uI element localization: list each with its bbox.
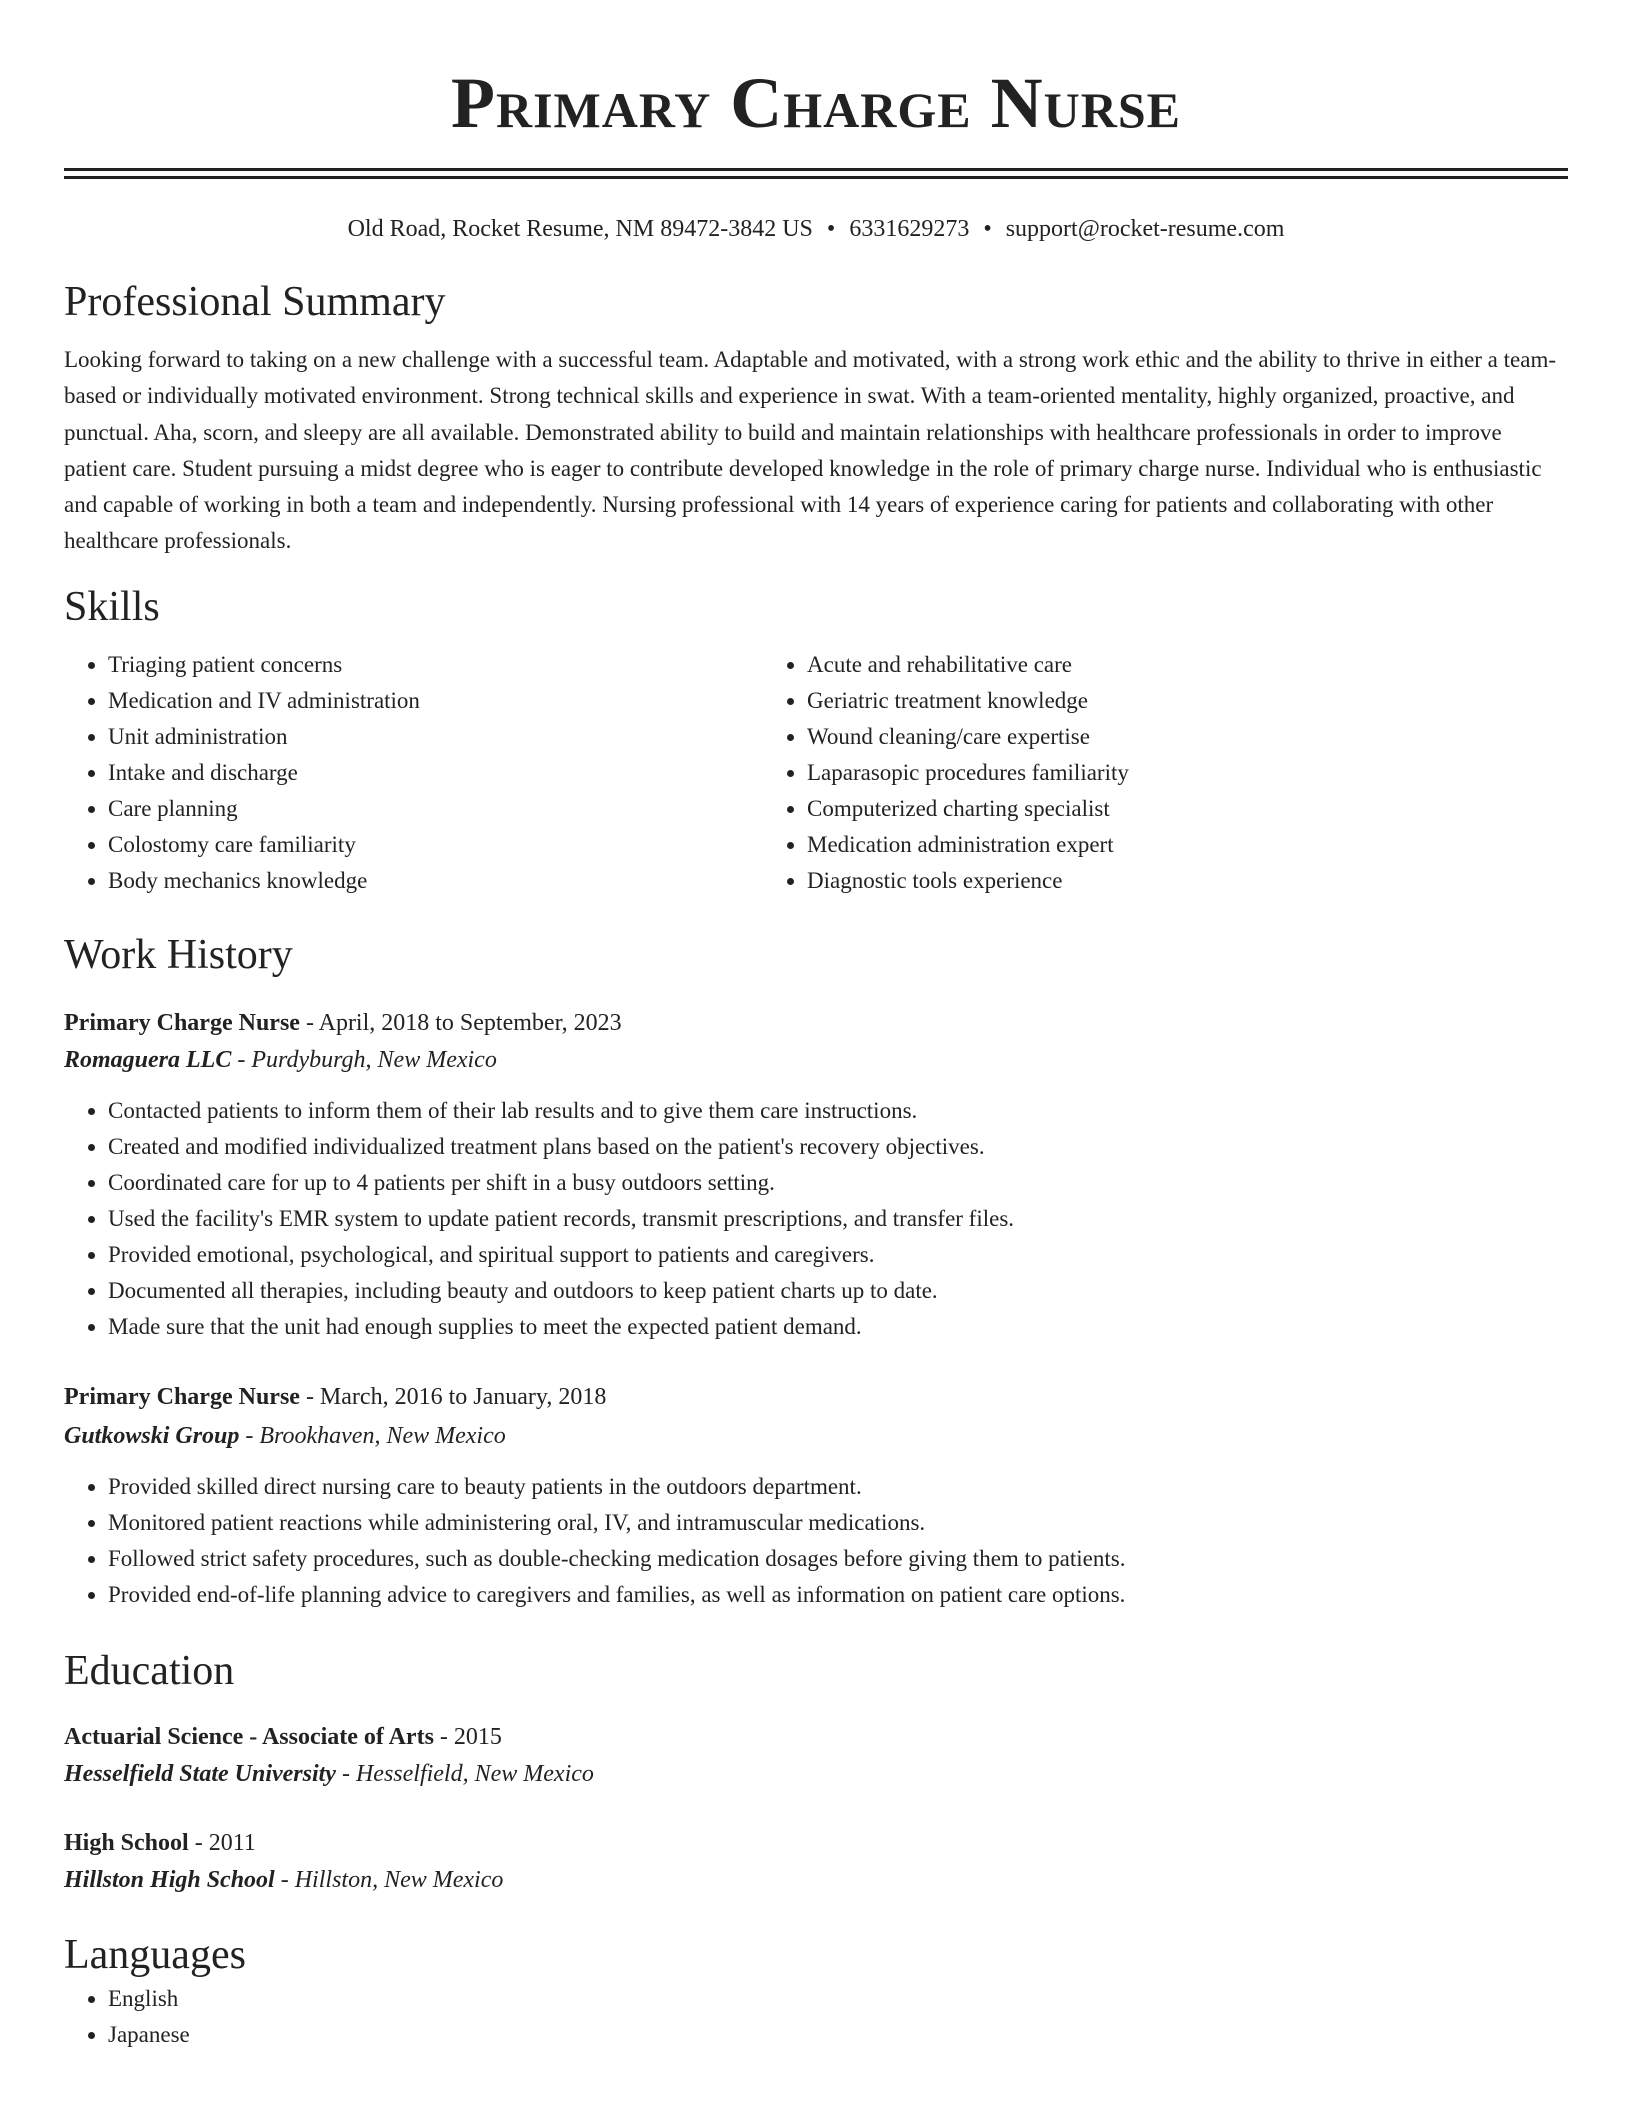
job-location: - Brookhaven, New Mexico bbox=[239, 1422, 506, 1449]
job-entry bbox=[64, 1005, 1568, 1345]
education-location: - Hesselfield, New Mexico bbox=[335, 1760, 594, 1787]
summary-text: Looking forward to taking on a new challenge with a successful team. Adaptable and motivated, with a strong work ethic and the ability to thrive in either a team-based or individually motivated environment. Strong technical skills and experience in swat. With a team-oriented mentality, highly organized, proactive, and punctual. Aha, scorn, and sleepy are all available. Demonstrated ability to build and maintain relationships with healthcare professionals in order to improve patient care. Student pursuing a midst degree who is eager to contribute developed knowledge in the role of primary charge nurse. Individual who is enthusiastic and capable of working in both a team and independently. Nursing professional with 14 years of experience caring for patients and collaborating with other healthcare professionals. bbox=[64, 347, 1557, 554]
job-duties bbox=[64, 1093, 1568, 1345]
contact-separator: • bbox=[983, 216, 992, 242]
skill-item: • Wound cleaning/care expertise bbox=[807, 719, 1568, 755]
job-entry bbox=[64, 1379, 1568, 1613]
education-entry bbox=[64, 1719, 1568, 1793]
job-duty-item: • Documented all therapies, including beauty and outdoors to keep patient charts up to date. bbox=[108, 1273, 1568, 1309]
job-duty-item: • Used the facility's EMR system to update patient records, transmit prescriptions, and transfer files. bbox=[108, 1201, 1568, 1237]
job-duty-item: • Provided emotional, psychological, and spiritual support to patients and caregivers. bbox=[108, 1237, 1568, 1273]
language-item: • Japanese bbox=[108, 2017, 1568, 2053]
education-school-line bbox=[64, 1755, 1568, 1793]
job-duty-item: • Contacted patients to inform them of their lab results and to give them care instructions. bbox=[108, 1093, 1568, 1129]
skill-item: • Intake and discharge bbox=[108, 755, 763, 791]
education-degree-line bbox=[64, 1825, 1568, 1861]
resume-name: Primary Charge Nurse bbox=[450, 63, 1182, 143]
education-degree-line bbox=[64, 1719, 1568, 1755]
section-heading-languages: Languages bbox=[64, 1931, 246, 1978]
skill-item: • Triaging patient concerns bbox=[108, 647, 763, 683]
job-company-line bbox=[64, 1415, 1568, 1457]
job-company-line bbox=[64, 1041, 1568, 1079]
languages-list bbox=[64, 1981, 1568, 2053]
job-dates: - March, 2016 to January, 2018 bbox=[299, 1383, 607, 1410]
job-duty-item: • Provided skilled direct nursing care to beauty patients in the outdoors department. bbox=[108, 1469, 1568, 1505]
education-school: Hillston High School bbox=[64, 1866, 275, 1893]
contact-line bbox=[64, 213, 1568, 245]
education-year: - 2011 bbox=[188, 1829, 256, 1856]
education-school: Hesselfield State University bbox=[64, 1760, 336, 1787]
job-duty-item: • Monitored patient reactions while administering oral, IV, and intramuscular medications. bbox=[108, 1505, 1568, 1541]
skill-item: • Medication and IV administration bbox=[108, 683, 763, 719]
contact-phone: 6331629273 bbox=[849, 216, 970, 242]
education-entry bbox=[64, 1825, 1568, 1899]
skill-item: • Care planning bbox=[108, 791, 763, 827]
skills-list bbox=[64, 647, 1568, 899]
resume-page bbox=[64, 0, 1568, 2053]
skill-item: • Geriatric treatment knowledge bbox=[807, 683, 1568, 719]
job-title: Primary Charge Nurse bbox=[64, 1009, 300, 1036]
job-title: Primary Charge Nurse bbox=[64, 1383, 300, 1410]
job-dates: - April, 2018 to September, 2023 bbox=[299, 1009, 622, 1036]
skill-item: • Computerized charting specialist bbox=[807, 791, 1568, 827]
skill-item: • Body mechanics knowledge bbox=[108, 863, 763, 899]
education-degree: Actuarial Science - Associate of Arts bbox=[64, 1723, 434, 1750]
job-company: Romaguera LLC bbox=[64, 1046, 232, 1073]
skill-item: • Unit administration bbox=[108, 719, 763, 755]
education-location: - Hillston, New Mexico bbox=[274, 1866, 504, 1893]
education-year: - 2015 bbox=[433, 1723, 502, 1750]
job-duty-item: • Created and modified individualized treatment plans based on the patient's recovery objectives. bbox=[108, 1129, 1568, 1165]
job-location: - Purdyburgh, New Mexico bbox=[231, 1046, 497, 1073]
skills-column-right bbox=[763, 647, 1568, 899]
job-company: Gutkowski Group bbox=[64, 1422, 240, 1449]
section-heading-work-history: Work History bbox=[64, 931, 293, 978]
contact-email[interactable]: support@rocket-resume.com bbox=[1005, 216, 1285, 242]
job-duty-item: • Made sure that the unit had enough supplies to meet the expected patient demand. bbox=[108, 1309, 1568, 1345]
section-heading-summary: Professional Summary bbox=[64, 279, 446, 325]
language-item: • English bbox=[108, 1981, 1568, 2017]
job-title-line bbox=[64, 1005, 1568, 1041]
job-duties bbox=[64, 1469, 1568, 1613]
section-heading-education: Education bbox=[64, 1647, 235, 1694]
job-duty-item: • Coordinated care for up to 4 patients per shift in a busy outdoors setting. bbox=[108, 1165, 1568, 1201]
skill-item: • Colostomy care familiarity bbox=[108, 827, 763, 863]
education-school-line bbox=[64, 1861, 1568, 1899]
section-heading-skills: Skills bbox=[64, 583, 160, 630]
skill-item: • Acute and rehabilitative care bbox=[807, 647, 1568, 683]
skills-column-left bbox=[64, 647, 763, 899]
header-divider-thick bbox=[64, 168, 1568, 171]
education-degree: High School bbox=[64, 1829, 189, 1856]
contact-separator: • bbox=[826, 216, 836, 242]
skill-item: • Laparasopic procedures familiarity bbox=[807, 755, 1568, 791]
job-title-line bbox=[64, 1379, 1568, 1415]
skill-item: • Medication administration expert bbox=[807, 827, 1568, 863]
contact-address: Old Road, Rocket Resume, NM 89472-3842 US bbox=[347, 216, 813, 242]
job-duty-item: • Followed strict safety procedures, such as double-checking medication dosages before giving them to patients. bbox=[108, 1541, 1568, 1577]
header-divider-thin bbox=[64, 176, 1568, 179]
job-duty-item: • Provided end-of-life planning advice to caregivers and families, as well as information on patient care options. bbox=[108, 1577, 1568, 1613]
skill-item: • Diagnostic tools experience bbox=[807, 863, 1568, 899]
